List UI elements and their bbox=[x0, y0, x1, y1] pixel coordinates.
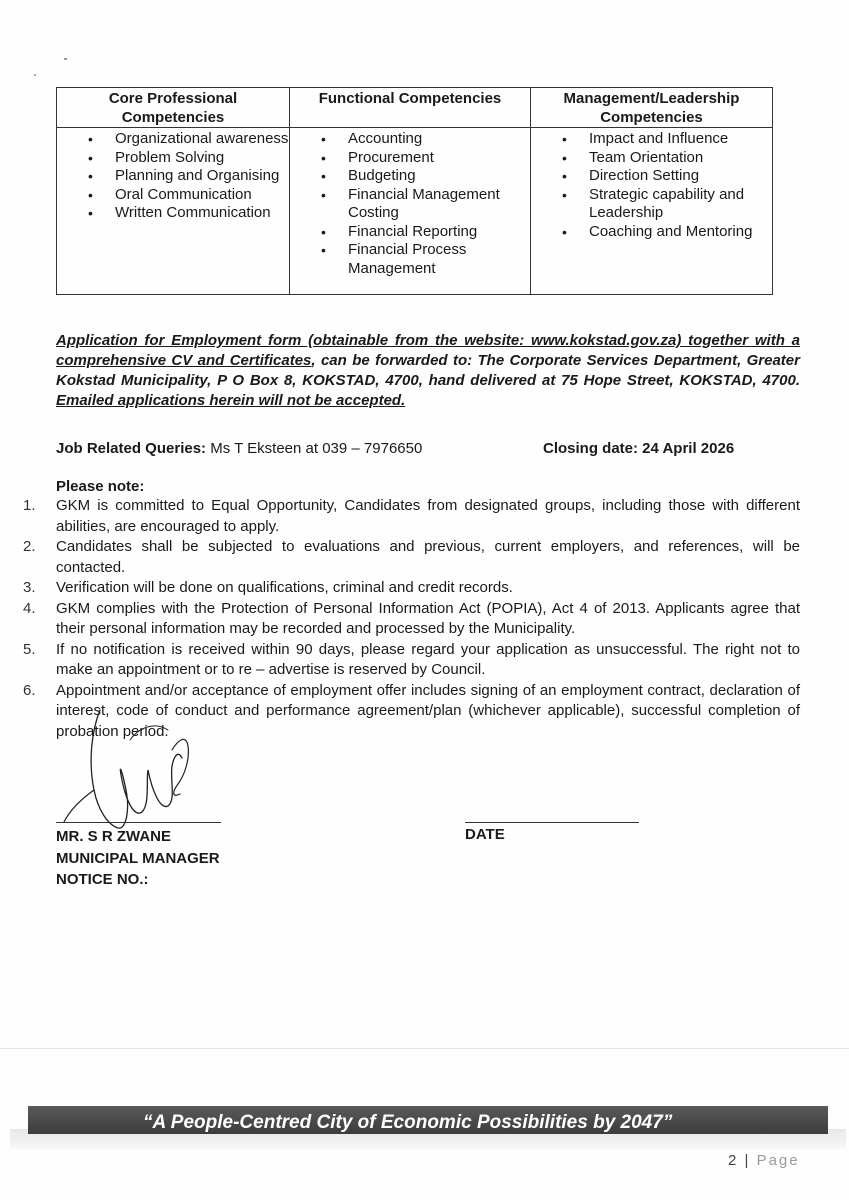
application-instructions bbox=[56, 331, 800, 411]
competencies-table bbox=[56, 87, 773, 295]
list-item: • Direction Setting bbox=[589, 167, 772, 186]
functional-competencies-cell bbox=[290, 128, 531, 295]
scan-speck bbox=[64, 58, 67, 60]
signatory-name: MR. S R ZWANE bbox=[56, 828, 171, 845]
list-item: • Strategic capability and Leadership bbox=[589, 186, 772, 223]
list-item: • Impact and Influence bbox=[589, 130, 772, 149]
note-number: 6. bbox=[23, 681, 36, 699]
functional-competencies-header: Functional Competencies bbox=[290, 88, 531, 128]
management-competencies-list bbox=[531, 130, 772, 241]
application-address-text: , can be forwarded to: The Corporate Services Department, Greater Kokstad Municipality, P O Box 8, KOKSTAD, 4700, hand delivered at 75 Hope Street, KOKSTAD, 4700. bbox=[56, 352, 800, 389]
list-item: • Team Orientation bbox=[589, 149, 772, 168]
email-warning-text: Emailed applications herein will not be accepted. bbox=[56, 392, 406, 409]
note-number: 4. bbox=[23, 599, 36, 617]
note-number: 1. bbox=[23, 497, 36, 514]
note-item bbox=[23, 640, 800, 681]
note-text: Verification will be done on qualifications, criminal and credit records. bbox=[56, 579, 513, 596]
signatory-title: MUNICIPAL MANAGER bbox=[56, 849, 220, 867]
note-item bbox=[23, 537, 800, 578]
notes-title: Please note: bbox=[56, 478, 145, 495]
note-text: Appointment and/or acceptance of employment offer includes signing of an employment contract, declaration of interest, code of conduct and performance agreement/plan (whichever applicable), successful completion of probation period. bbox=[56, 681, 800, 740]
list-item: • Planning and Organising bbox=[115, 167, 289, 186]
management-competencies-cell bbox=[531, 128, 773, 295]
list-item: • Procurement bbox=[348, 149, 530, 168]
core-competencies-header: Core Professional Competencies bbox=[57, 88, 290, 128]
slogan-banner bbox=[28, 1106, 828, 1134]
list-item: • Budgeting bbox=[348, 167, 530, 186]
slogan-text: “A People-Centred City of Economic Possibilities by 2047” bbox=[143, 1112, 673, 1133]
note-number: 3. bbox=[23, 579, 36, 596]
note-text: Candidates shall be subjected to evaluations and previous, current employers, and references, will be contacted. bbox=[56, 538, 800, 576]
core-competencies-list bbox=[57, 130, 289, 223]
functional-competencies-list bbox=[290, 130, 530, 278]
list-item: • Coaching and Mentoring bbox=[589, 223, 772, 242]
note-item bbox=[23, 599, 800, 640]
list-item: • Accounting bbox=[348, 130, 530, 149]
page-number: 2 | Page bbox=[728, 1152, 800, 1169]
note-text: If no notification is received within 90 days, please regard your application as unsuccessful. The right not to make an appointment or to re – advertise is reserved by Council. bbox=[56, 640, 800, 678]
list-item: • Financial Reporting bbox=[348, 223, 530, 242]
list-item: • Problem Solving bbox=[115, 149, 289, 168]
list-item: • Organizational awareness bbox=[115, 130, 289, 149]
page-label: Page bbox=[756, 1152, 800, 1169]
date-label: DATE bbox=[465, 826, 505, 843]
signature bbox=[60, 700, 220, 840]
queries-label: Job Related Queries: bbox=[56, 440, 207, 457]
note-number: 2. bbox=[23, 538, 36, 555]
list-item: • Written Communication bbox=[115, 204, 289, 223]
signatory-block bbox=[56, 826, 220, 891]
page-number-value: 2 bbox=[728, 1152, 739, 1169]
queries-contact: Ms T Eksteen at 039 – 7976650 bbox=[206, 440, 423, 457]
signature-line bbox=[56, 822, 221, 823]
notice-number: NOTICE NO.: bbox=[56, 871, 149, 888]
list-item: • Financial Process Management bbox=[348, 241, 530, 278]
note-text: GKM is committed to Equal Opportunity, Candidates from designated groups, including those with different abilities, are encouraged to apply. bbox=[56, 497, 800, 535]
note-text: GKM complies with the Protection of Personal Information Act (POPIA), Act 4 of 2013. Applicants agree that their personal information may be recorded and processed by the Municipality. bbox=[56, 599, 800, 637]
date-line bbox=[465, 822, 639, 823]
management-competencies-header: Management/Leadership Competencies bbox=[531, 88, 773, 128]
note-item bbox=[23, 496, 800, 537]
list-item: • Oral Communication bbox=[115, 186, 289, 205]
footer-divider bbox=[0, 1048, 849, 1049]
application-form-text: Application for Employment form (obtainable from the website: www.kokstad.gov.za) together with a comprehensive CV and Certificates bbox=[56, 332, 800, 369]
job-queries bbox=[56, 440, 422, 457]
list-item: • Financial Management Costing bbox=[348, 186, 530, 223]
scan-speck bbox=[34, 74, 36, 76]
core-competencies-cell bbox=[57, 128, 290, 295]
note-number: 5. bbox=[23, 640, 36, 658]
closing-date: Closing date: 24 April 2026 bbox=[543, 440, 735, 457]
note-item bbox=[23, 578, 800, 599]
